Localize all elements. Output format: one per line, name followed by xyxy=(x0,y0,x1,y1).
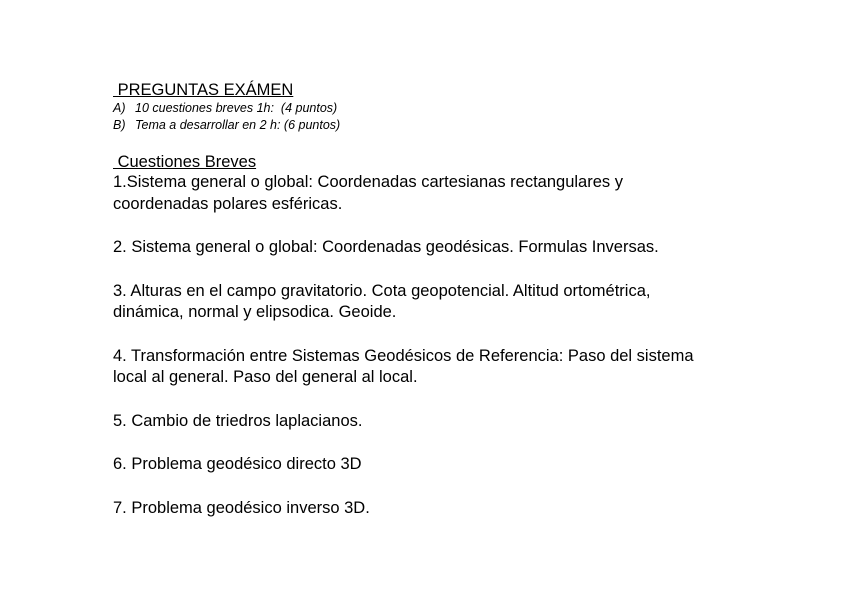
question-1-line-2: coordenadas polares esféricas. xyxy=(113,194,343,213)
question-3-line-1: 3. Alturas en el campo gravitatorio. Cota geopotencial. Altitud ortométrica, xyxy=(113,281,651,300)
question-3-line-2: dinámica, normal y elipsodica. Geoide. xyxy=(113,303,397,321)
question-4-line-1: 4. Transformación entre Sistemas Geodésicos de Referencia: Paso del sistema xyxy=(113,346,694,365)
option-a xyxy=(113,100,833,117)
question-7-line-1: 7. Problema geodésico inverso 3D. xyxy=(113,498,370,517)
option-a-mark: A) xyxy=(113,101,126,115)
document-page xyxy=(113,80,833,519)
question-2-line-1: 2. Sistema general o global: Coordenadas geodésicas. Formulas Inversas. xyxy=(113,238,659,256)
section-title: Cuestiones Breves xyxy=(113,153,257,171)
question-1-line-1: 1.Sistema general o global: Coordenadas cartesianas rectangulares y xyxy=(113,173,623,191)
question-5 xyxy=(113,411,833,433)
exam-title: PREGUNTAS EXÁMEN xyxy=(113,81,294,99)
option-b-mark: B) xyxy=(113,118,126,132)
question-7 xyxy=(113,498,833,520)
question-4 xyxy=(113,346,833,389)
question-6-line-1: 6. Problema geodésico directo 3D xyxy=(113,455,362,473)
question-1 xyxy=(113,172,833,215)
option-b xyxy=(113,117,833,134)
question-6 xyxy=(113,454,833,476)
question-3 xyxy=(113,281,833,324)
option-a-text: 10 cuestiones breves 1h: (4 puntos) xyxy=(135,101,338,115)
question-2 xyxy=(113,237,833,259)
question-5-line-1: 5. Cambio de triedros laplacianos. xyxy=(113,411,363,430)
option-b-text: Tema a desarrollar en 2 h: (6 puntos) xyxy=(135,118,341,132)
question-4-line-2: local al general. Paso del general al local. xyxy=(113,368,418,386)
